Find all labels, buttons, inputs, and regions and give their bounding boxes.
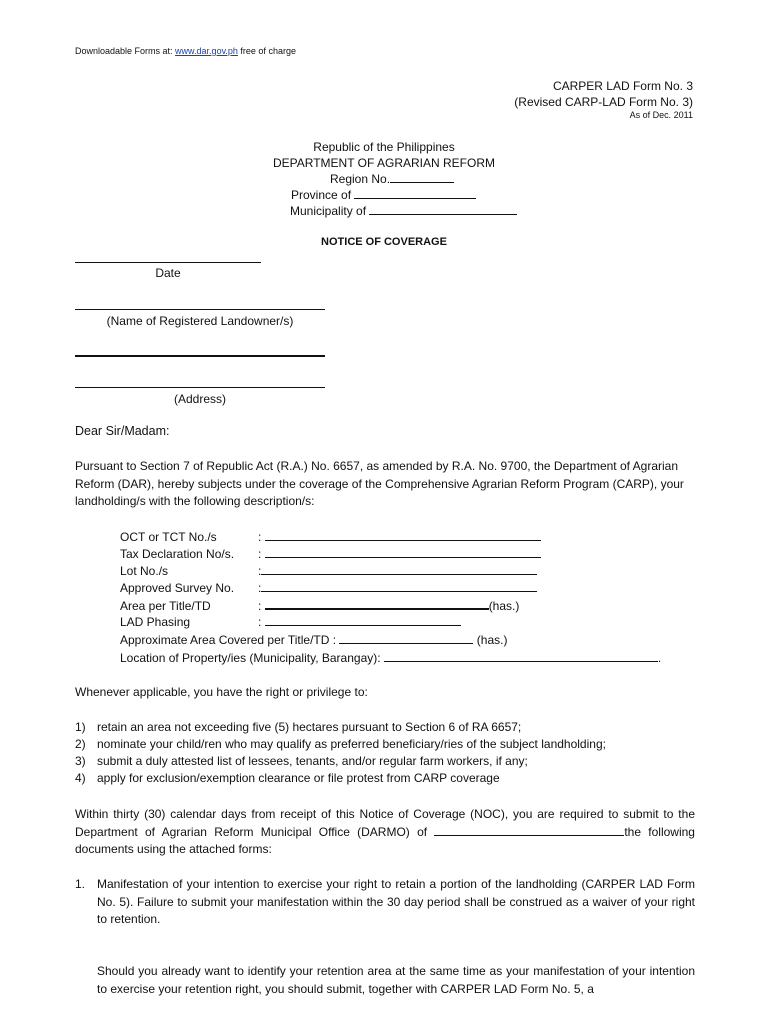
download-prefix: Downloadable Forms at: [75, 46, 176, 56]
field-sep: : [258, 530, 262, 544]
survey-no-blank[interactable] [261, 580, 537, 592]
download-suffix: free of charge [237, 46, 296, 56]
field-label: Approved Survey No. [120, 581, 235, 595]
location-end: . [657, 651, 662, 665]
field-row-location [120, 650, 661, 667]
rights-item [75, 737, 606, 751]
approx-area-blank[interactable] [339, 632, 473, 644]
region-row [330, 171, 454, 188]
submission-text-start: Within thirty (30) calendar days from receipt of this Notice of Coverage (NOC), you are required to submit to the Department of Agrarian Reform Municipal Office (DARMO) of [75, 807, 695, 839]
municipality-row [290, 203, 517, 220]
area-unit: (has.) [488, 599, 520, 613]
province-row [291, 187, 476, 204]
darmo-blank[interactable] [434, 824, 624, 836]
field-label: Area per Title/TD [120, 599, 211, 613]
rights-intro: Whenever applicable, you have the right or privilege to: [75, 685, 368, 699]
date-line[interactable] [75, 262, 261, 263]
intro-paragraph: Pursuant to Section 7 of Republic Act (R.A.) No. 6657, as amended by R.A. No. 9700, the Department of Agrarian Reform (DAR), hereby subjects under the coverage of the Comprehensive Agrarian Reform Program (CARP), your landholding/s with the following description/s: [75, 459, 684, 508]
notice-title: NOTICE OF COVERAGE [321, 236, 447, 248]
field-row-lot-no [120, 563, 537, 580]
tax-declaration-blank[interactable] [265, 546, 541, 558]
download-note [75, 46, 296, 56]
requirement-number: 1. [75, 877, 86, 891]
landowner-name-line[interactable] [75, 309, 325, 310]
rights-item [75, 720, 521, 734]
form-number: CARPER LAD Form No. 3 [552, 79, 693, 93]
field-label: Tax Declaration No/s. [120, 547, 235, 561]
rights-item-text: submit a duly attested list of lessees, tenants, and/or regular farm workers, if any; [97, 754, 528, 768]
as-of-date: As of Dec. 2011 [629, 110, 693, 120]
field-sep: : [258, 564, 262, 578]
approx-area-unit: (has.) [476, 633, 508, 647]
approx-area-label: Approximate Area Covered per Title/TD : [120, 633, 337, 647]
dar-website-link[interactable]: www.dar.gov.ph [175, 46, 238, 56]
salutation: Dear Sir/Madam: [75, 424, 170, 438]
location-blank[interactable] [384, 650, 658, 662]
republic-heading: Republic of the Philippines [313, 140, 455, 154]
municipality-blank[interactable] [369, 203, 517, 215]
field-label: LAD Phasing [120, 615, 191, 629]
field-row-approx-area [120, 632, 507, 649]
rights-item-text: retain an area not exceeding five (5) hectares pursuant to Section 6 of RA 6657; [97, 720, 522, 734]
field-row-survey-no [120, 580, 537, 597]
address-line-2[interactable] [75, 387, 325, 388]
field-row-oct-tct [120, 529, 541, 546]
province-blank[interactable] [354, 187, 476, 199]
date-label: Date [155, 266, 181, 280]
rights-item-text: apply for exclusion/exemption clearance or file protest from CARP coverage [97, 771, 500, 785]
field-row-lad-phasing [120, 614, 461, 631]
rights-item-number: 4) [75, 771, 86, 785]
field-row-area-per-title [120, 597, 519, 614]
field-label: OCT or TCT No./s [120, 530, 217, 544]
field-sep: : [258, 547, 262, 561]
rights-item-number: 2) [75, 737, 86, 751]
field-sep: : [258, 615, 262, 629]
rights-item-number: 1) [75, 720, 86, 734]
region-blank[interactable] [390, 171, 454, 183]
rights-item-number: 3) [75, 754, 86, 768]
location-label: Location of Property/ies (Municipality, Barangay): [120, 651, 381, 665]
municipality-label: Municipality of [290, 204, 367, 218]
field-sep: : [258, 581, 262, 595]
oct-tct-blank[interactable] [265, 529, 541, 541]
retention-paragraph: Should you already want to identify your retention area at the same time as your manifestation of your intention to exercise your retention right, you should submit, together with CARPER LAD Form No. 5, a [97, 964, 695, 996]
submission-paragraph [75, 806, 695, 859]
department-heading: DEPARTMENT OF AGRARIAN REFORM [272, 156, 496, 170]
submission-text-end: the following documents using the attached forms: [75, 824, 695, 856]
requirement-text: Manifestation of your intention to exercise your right to retain a portion of the landholding (CARPER LAD Form No. 5). Failure to submit your manifestation within the 30 day period shall be construed as a waiver of your right to retention. [97, 877, 695, 926]
field-label: Lot No./s [120, 564, 169, 578]
rights-item-text: nominate your child/ren who may qualify as preferred beneficiary/ries of the subject landholding; [97, 737, 606, 751]
field-sep: : [258, 599, 262, 613]
region-label: Region No. [330, 172, 391, 186]
rights-item [75, 771, 500, 785]
rights-item [75, 754, 528, 768]
address-label: (Address) [173, 392, 226, 406]
address-line-1[interactable] [75, 355, 325, 357]
lad-phasing-blank[interactable] [265, 614, 461, 626]
revised-form-note: (Revised CARP-LAD Form No. 3) [514, 95, 693, 109]
province-label: Province of [291, 188, 352, 202]
lot-no-blank[interactable] [261, 563, 537, 575]
area-per-title-blank[interactable] [265, 597, 489, 610]
field-row-tax-declaration [120, 546, 541, 563]
landowner-name-label: (Name of Registered Landowner/s) [106, 314, 294, 328]
